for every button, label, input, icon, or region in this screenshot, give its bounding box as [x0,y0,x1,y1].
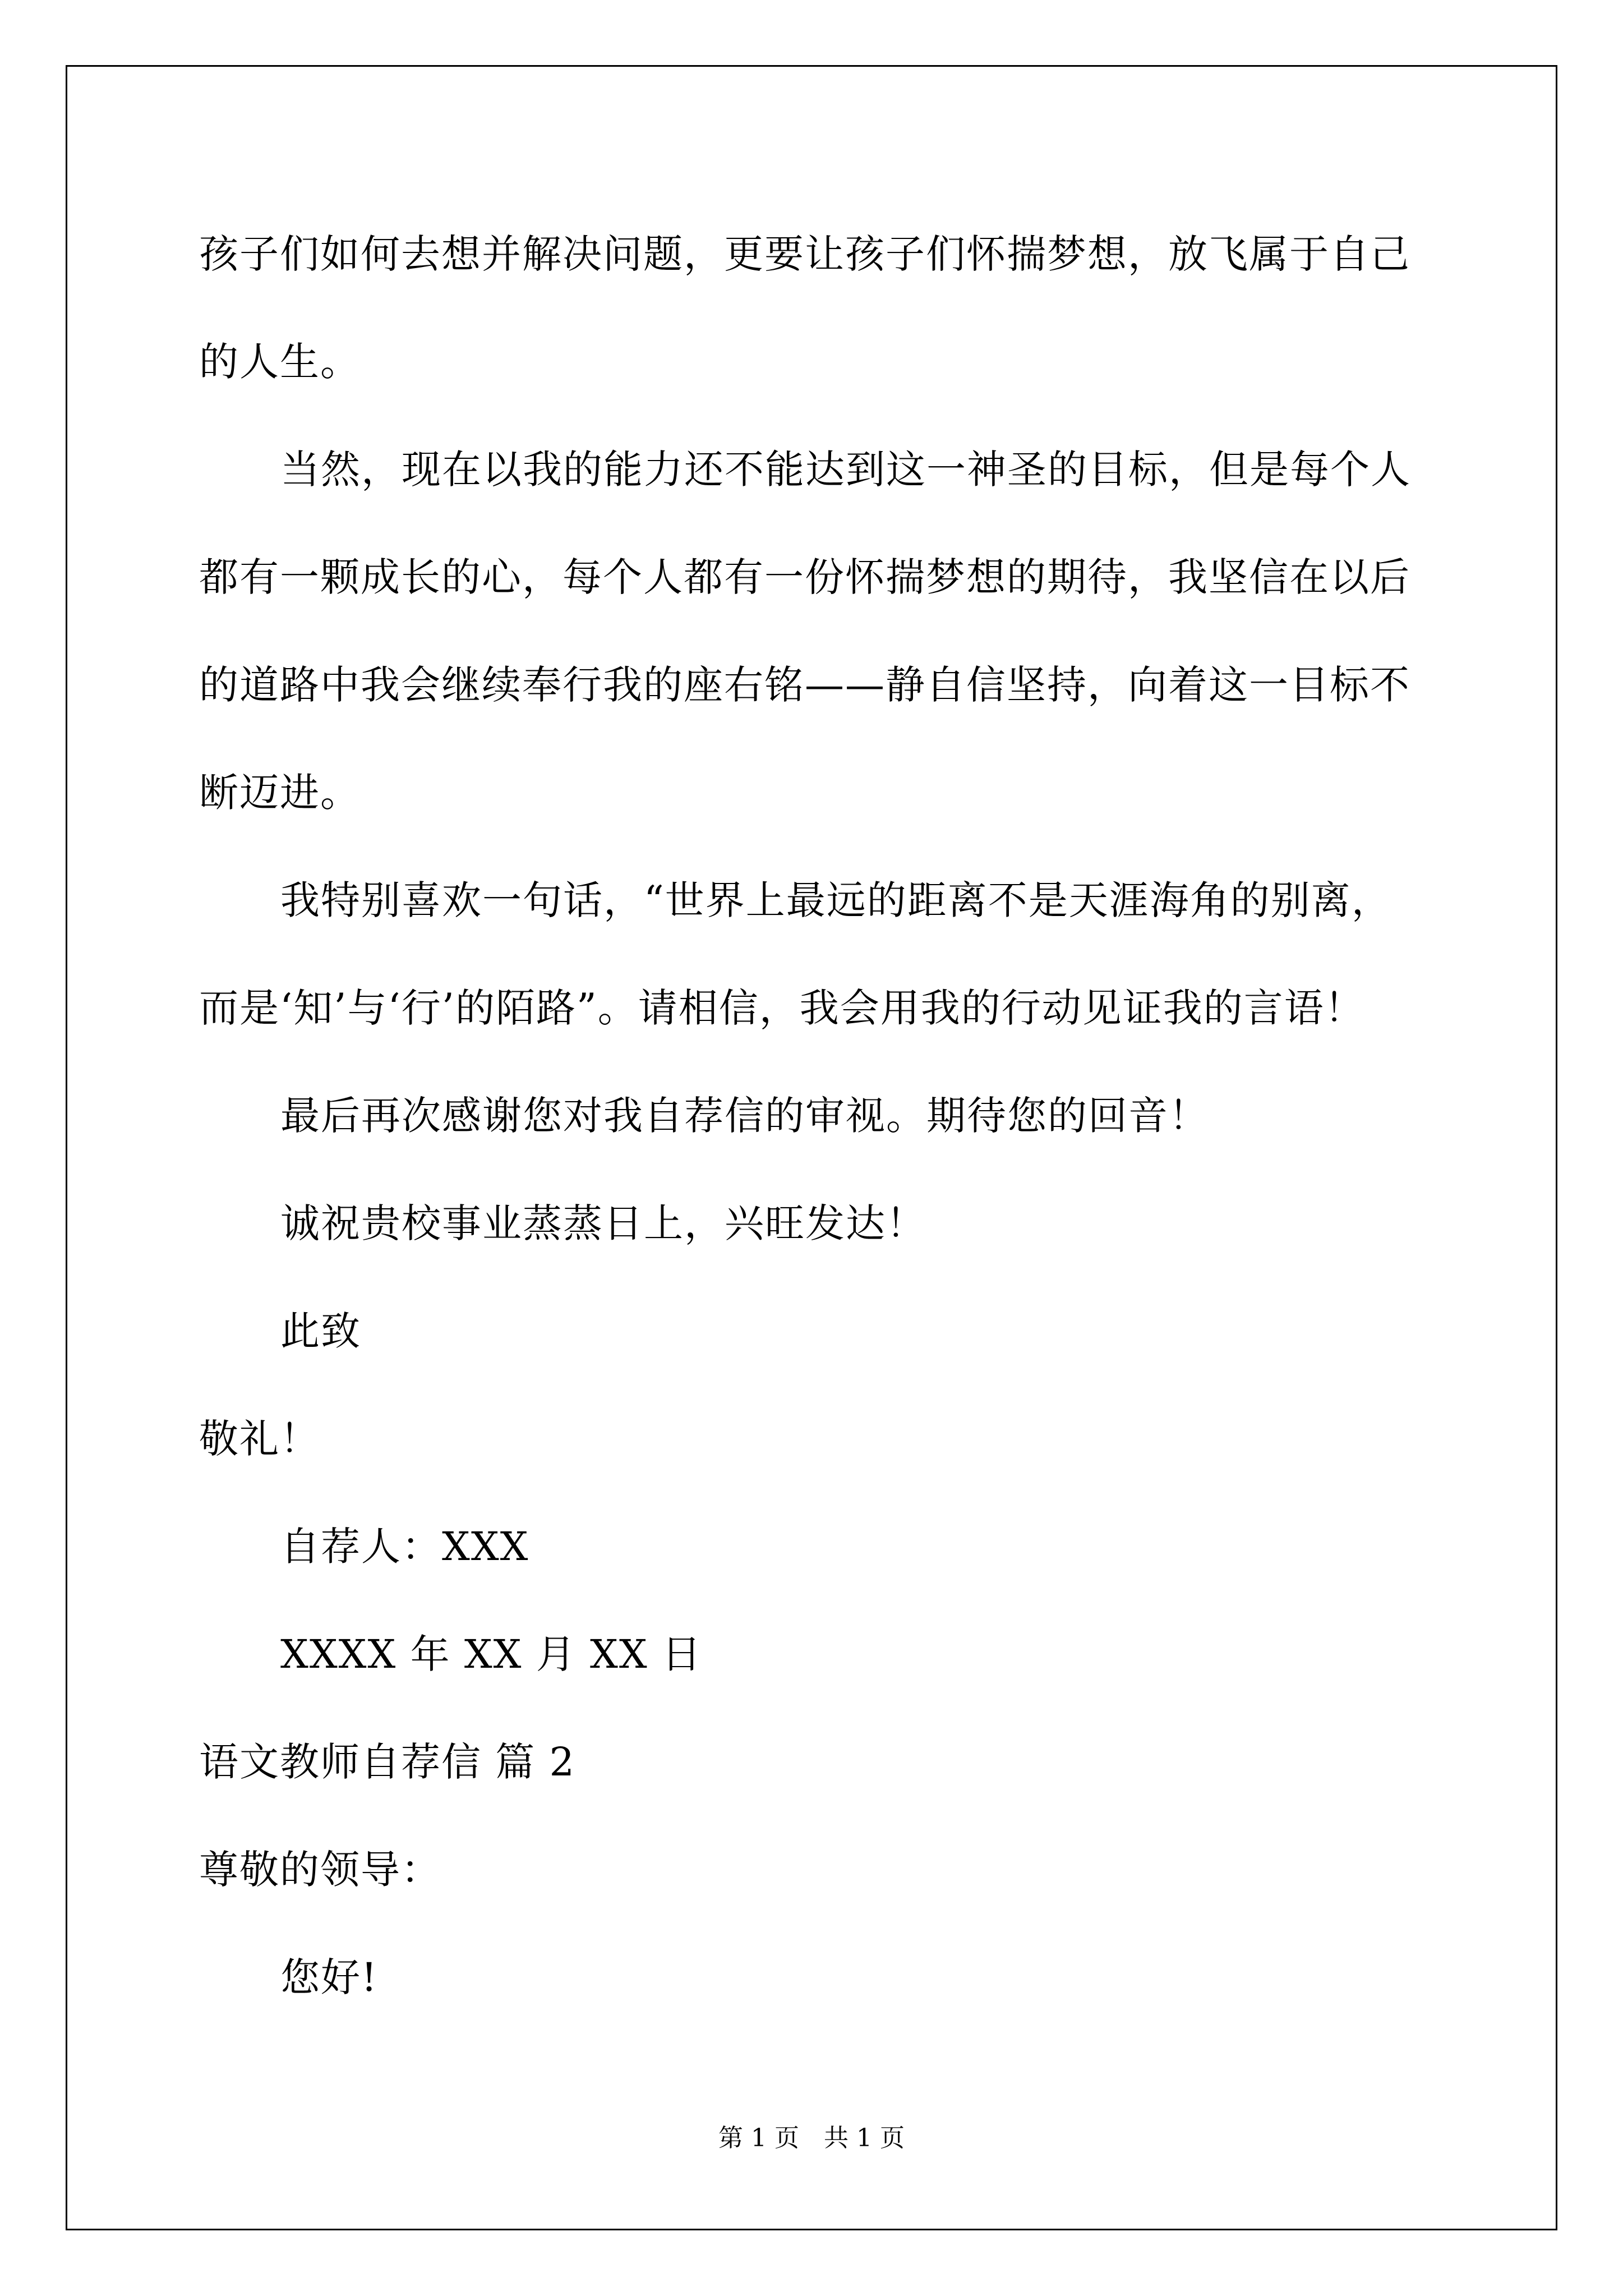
body-line-5: 的道路中我会继续奉行我的座右铭——静自信坚持，向着这一目标不 [199,662,1410,708]
page-border [66,65,1557,2230]
body-line-1: 孩子们如何去想并解决问题，更要让孩子们怀揣梦想，放飞属于自己 [199,231,1410,277]
signature-line: 自荐人：XXX [280,1524,529,1570]
body-line-8: 而是‘知’与‘行’的陌路”。请相信，我会用我的行动见证我的言语！ [199,985,1365,1031]
date-line: XXXX 年 XX 月 XX 日 [280,1631,702,1677]
closing-salutation: 此致 [280,1308,361,1354]
body-line-2: 的人生。 [199,339,361,385]
body-line-9: 最后再次感谢您对我自荐信的审视。期待您的回音！ [280,1093,1209,1139]
body-line-3: 当然，现在以我的能力还不能达到这一神圣的目标，但是每个人 [280,447,1411,493]
hello-line: 您好! [280,1954,379,2000]
closing-regards: 敬礼！ [199,1416,320,1462]
body-line-4: 都有一颗成长的心，每个人都有一份怀揣梦想的期待，我坚信在以后 [199,554,1410,600]
body-line-7: 我特别喜欢一句话，“世界上最远的距离不是天涯海角的别离， [280,877,1392,923]
body-line-6: 断迈进。 [199,770,361,816]
page-footer: 第 1 页 共 1 页 [718,2124,905,2152]
greeting-line: 尊敬的领导： [199,1847,441,1893]
section-heading: 语文教师自荐信 篇 2 [199,1739,576,1785]
body-line-10: 诚祝贵校事业蒸蒸日上，兴旺发达！ [280,1200,926,1246]
